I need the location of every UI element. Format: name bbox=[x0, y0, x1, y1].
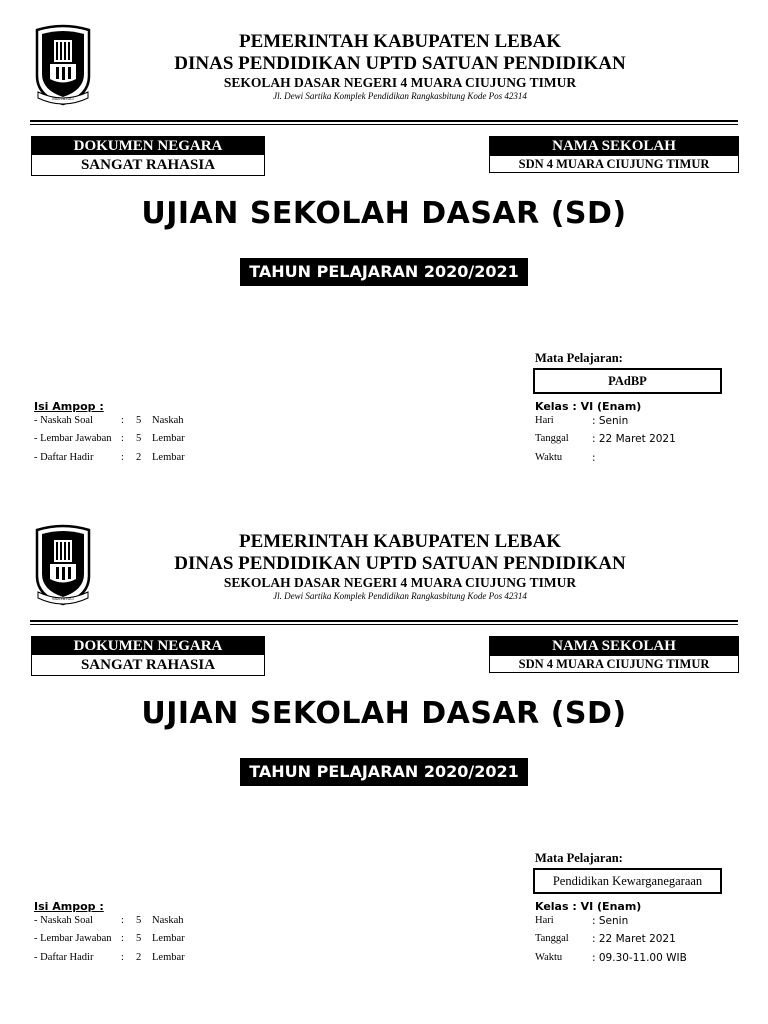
header-rule-thin bbox=[30, 624, 738, 625]
contents-count: 2 bbox=[136, 952, 142, 963]
envelope-contents-title: Isi Ampop : bbox=[34, 900, 104, 913]
school-name-header: SEKOLAH DASAR NEGERI 4 MUARA CIUJUNG TIMUR bbox=[223, 575, 577, 590]
schedule-label: Tanggal bbox=[535, 433, 569, 444]
contents-unit: Lembar bbox=[152, 933, 185, 944]
schedule-label: Tanggal bbox=[535, 933, 569, 944]
school-name-box bbox=[489, 636, 739, 673]
envelope-contents-title: Isi Ampop : bbox=[34, 400, 104, 413]
contents-count: 2 bbox=[136, 452, 142, 463]
contents-unit: Lembar bbox=[152, 952, 185, 963]
contents-colon: : bbox=[121, 915, 124, 926]
gov-header-line1: PEMERINTAH KABUPATEN LEBAK bbox=[239, 31, 561, 52]
schedule-value: : Senin bbox=[592, 415, 629, 427]
school-name-header: SEKOLAH DASAR NEGERI 4 MUARA CIUJUNG TIMUR bbox=[223, 75, 577, 90]
document-classification-value: SANGAT RAHASIA bbox=[80, 657, 216, 673]
document-classification-title: DOKUMEN NEGARA bbox=[32, 137, 264, 155]
contents-colon: : bbox=[121, 415, 124, 426]
schedule-label: Hari bbox=[535, 415, 554, 426]
svg-text:MULTATULI: MULTATULI bbox=[52, 96, 74, 101]
contents-unit: Naskah bbox=[152, 415, 184, 426]
contents-unit: Naskah bbox=[152, 915, 184, 926]
school-address: Jl. Dewi Sartika Komplek Pendidikan Rangkasbitung Kode Pos 42314 bbox=[273, 591, 527, 601]
contents-colon: : bbox=[121, 452, 124, 463]
document-classification-box bbox=[31, 136, 265, 176]
schedule-label: Hari bbox=[535, 915, 554, 926]
contents-colon: : bbox=[121, 433, 124, 444]
header-rule-thin bbox=[30, 124, 738, 125]
contents-label: - Daftar Hadir bbox=[34, 952, 94, 963]
contents-colon: : bbox=[121, 952, 124, 963]
subject-label: Mata Pelajaran: bbox=[535, 851, 623, 865]
contents-colon: : bbox=[121, 933, 124, 944]
document-classification-box bbox=[31, 636, 265, 676]
contents-label: - Lembar Jawaban bbox=[34, 933, 112, 944]
document-classification-value: SANGAT RAHASIA bbox=[80, 157, 216, 173]
schedule-value: : 09.30-11.00 WIB bbox=[592, 952, 687, 964]
contents-count: 5 bbox=[136, 415, 142, 426]
contents-label: - Lembar Jawaban bbox=[34, 433, 112, 444]
schedule-label: Waktu bbox=[535, 452, 563, 463]
contents-unit: Lembar bbox=[152, 452, 185, 463]
exam-envelope-label-1 bbox=[0, 0, 768, 500]
exam-envelope-label-2 bbox=[0, 500, 768, 1000]
gov-header-line1: PEMERINTAH KABUPATEN LEBAK bbox=[239, 531, 561, 552]
subject-label: Mata Pelajaran: bbox=[535, 351, 623, 365]
school-name-value: SDN 4 MUARA CIUJUNG TIMUR bbox=[518, 157, 710, 171]
schedule-value: : Senin bbox=[592, 915, 629, 927]
gov-header-line2: DINAS PENDIDIKAN UPTD SATUAN PENDIDIKAN bbox=[174, 553, 626, 574]
class-label: Kelas : VI (Enam) bbox=[535, 900, 642, 913]
lebak-regency-crest-icon bbox=[32, 24, 94, 106]
school-name-title: NAMA SEKOLAH bbox=[490, 137, 738, 156]
school-name-value: SDN 4 MUARA CIUJUNG TIMUR bbox=[518, 657, 710, 671]
school-address: Jl. Dewi Sartika Komplek Pendidikan Rangkasbitung Kode Pos 42314 bbox=[273, 91, 527, 101]
header-rule-thick bbox=[30, 620, 738, 622]
header-rule-thick bbox=[30, 120, 738, 122]
exam-title: UJIAN SEKOLAH DASAR (SD) bbox=[141, 696, 627, 731]
contents-count: 5 bbox=[136, 933, 142, 944]
school-name-title: NAMA SEKOLAH bbox=[490, 637, 738, 656]
class-label: Kelas : VI (Enam) bbox=[535, 400, 642, 413]
document-classification-title: DOKUMEN NEGARA bbox=[32, 637, 264, 655]
subject-box: Pendidikan Kewarganegaraan bbox=[533, 868, 722, 894]
subject-box: PAdBP bbox=[533, 368, 722, 394]
gov-header-line2: DINAS PENDIDIKAN UPTD SATUAN PENDIDIKAN bbox=[174, 53, 626, 74]
schedule-value: : 22 Maret 2021 bbox=[592, 933, 676, 945]
svg-text:MULTATULI: MULTATULI bbox=[52, 596, 74, 601]
academic-year-badge: TAHUN PELAJARAN 2020/2021 bbox=[240, 758, 528, 786]
schedule-value: : bbox=[592, 452, 596, 464]
contents-count: 5 bbox=[136, 915, 142, 926]
contents-label: - Naskah Soal bbox=[34, 415, 93, 426]
school-name-box bbox=[489, 136, 739, 173]
lebak-regency-crest-icon bbox=[32, 524, 94, 606]
contents-label: - Daftar Hadir bbox=[34, 452, 94, 463]
exam-title: UJIAN SEKOLAH DASAR (SD) bbox=[141, 196, 627, 231]
contents-unit: Lembar bbox=[152, 433, 185, 444]
academic-year-badge: TAHUN PELAJARAN 2020/2021 bbox=[240, 258, 528, 286]
schedule-value: : 22 Maret 2021 bbox=[592, 433, 676, 445]
contents-count: 5 bbox=[136, 433, 142, 444]
contents-label: - Naskah Soal bbox=[34, 915, 93, 926]
schedule-label: Waktu bbox=[535, 952, 563, 963]
